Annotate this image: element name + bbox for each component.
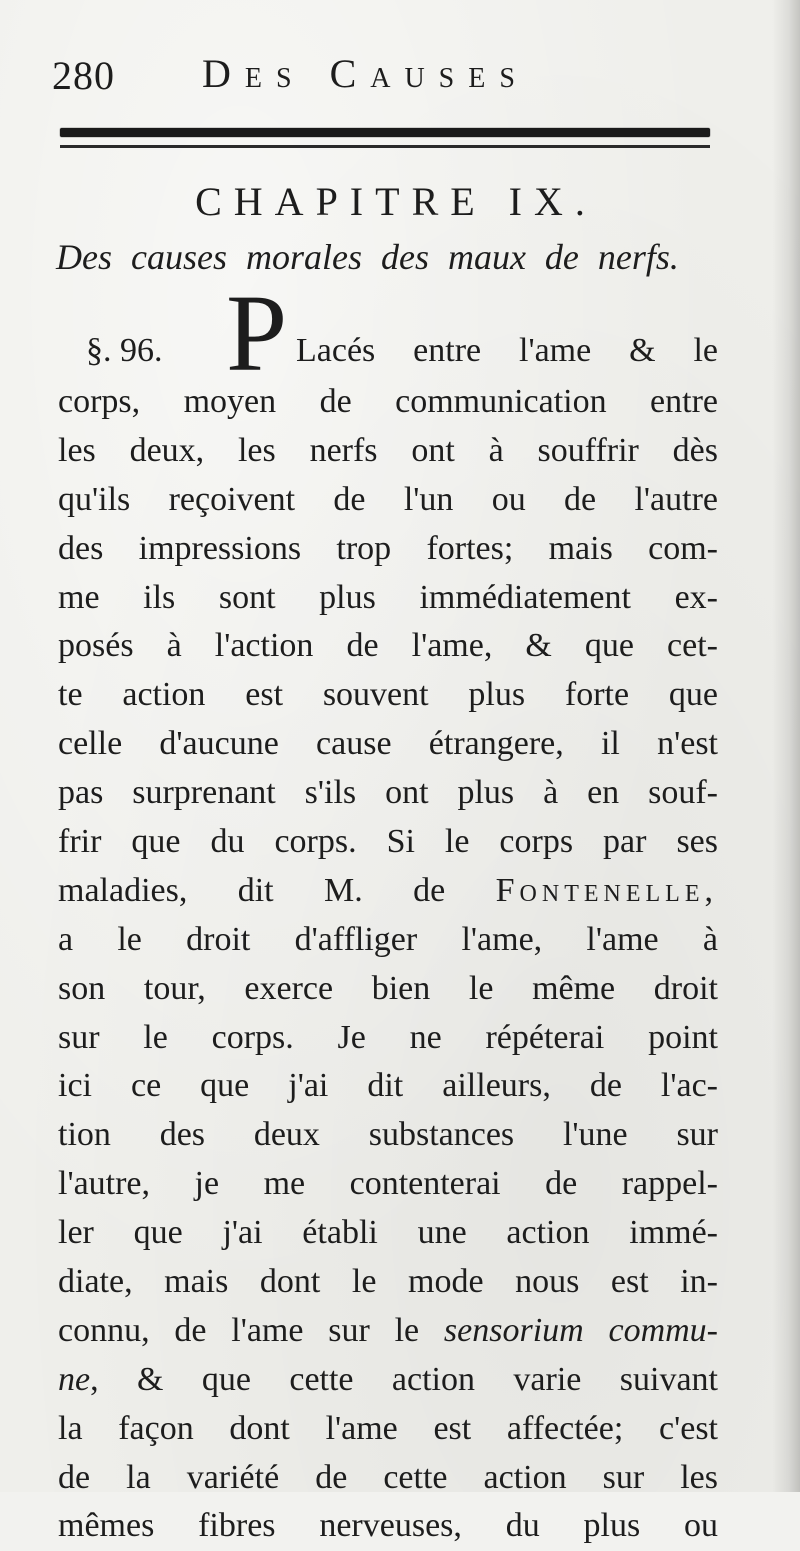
body-text	[58, 272, 718, 1551]
text-line: sur le corps. Je ne répéterai point	[58, 1018, 718, 1056]
text-line-sensorium	[58, 1307, 718, 1356]
text-line: ici ce que j'ai dit ailleurs, de l'ac-	[58, 1067, 718, 1105]
page-edge-shadow	[772, 0, 800, 1492]
italic-term-sensorium: sensorium commu-	[443, 1311, 718, 1349]
italic-term-ne: ne	[58, 1360, 91, 1398]
text-line: ler que j'ai établi une action immé-	[58, 1214, 718, 1252]
opening-words: Lacés entre l'ame & le	[296, 332, 718, 369]
text-line-fontenelle	[58, 867, 718, 916]
text-span: maladies, dit M. de	[58, 871, 496, 909]
text-line: pas surprenant s'ils ont plus à en souf-	[58, 774, 718, 812]
text-line: te action est souvent plus forte que	[58, 676, 718, 714]
text-line-ne	[58, 1356, 718, 1405]
text-line: diate, mais dont le mode nous est in-	[58, 1263, 718, 1301]
text-line: mêmes fibres nerveuses, du plus ou	[58, 1507, 718, 1545]
chapter-subtitle: Des causes morales des maux de nerfs.	[56, 237, 679, 277]
text-line: l'autre, je me contenterai de rappel-	[58, 1165, 718, 1203]
text-line: les deux, les nerfs ont à souffrir dès	[58, 431, 718, 469]
text-line: corps, moyen de communication entre	[58, 383, 718, 420]
header-rule	[60, 128, 710, 148]
text-span: , & que cette action varie suivant	[90, 1360, 718, 1398]
running-header	[52, 48, 712, 108]
author-name-fontenelle: Fontenelle,	[495, 871, 718, 909]
ornamental-rule-thin	[60, 145, 710, 148]
text-line: de la variété de cette action sur les	[58, 1458, 718, 1496]
chapter-heading: CHAPITRE IX.	[195, 179, 597, 224]
text-line: celle d'aucune cause étrangere, il n'est	[58, 725, 718, 763]
running-title: Des Causes	[202, 51, 529, 96]
paragraph-opening	[58, 272, 718, 394]
text-line: me ils sont plus immédiatement ex-	[58, 578, 718, 616]
text-line: la façon dont l'ame est affectée; c'est	[58, 1409, 718, 1447]
text-line: qu'ils reçoivent de l'un ou de l'autre	[58, 480, 718, 518]
opening-line	[86, 327, 718, 376]
text-span: connu, de l'ame sur le	[58, 1311, 444, 1349]
ornamental-rule-thick	[60, 128, 710, 137]
page-number: 280	[52, 53, 115, 98]
text-line: a le droit d'affliger l'ame, l'ame à	[58, 920, 718, 958]
text-line: posés à l'action de l'ame, & que cet-	[58, 627, 718, 665]
section-number: §. 96.	[86, 332, 163, 369]
text-line: son tour, exerce bien le même droit	[58, 969, 718, 1007]
text-line: tion des deux substances l'une sur	[58, 1116, 718, 1154]
text-line: des impressions trop fortes; mais com-	[58, 529, 718, 567]
text-line: frir que du corps. Si le corps par ses	[58, 823, 718, 861]
drop-cap: P	[226, 272, 288, 394]
